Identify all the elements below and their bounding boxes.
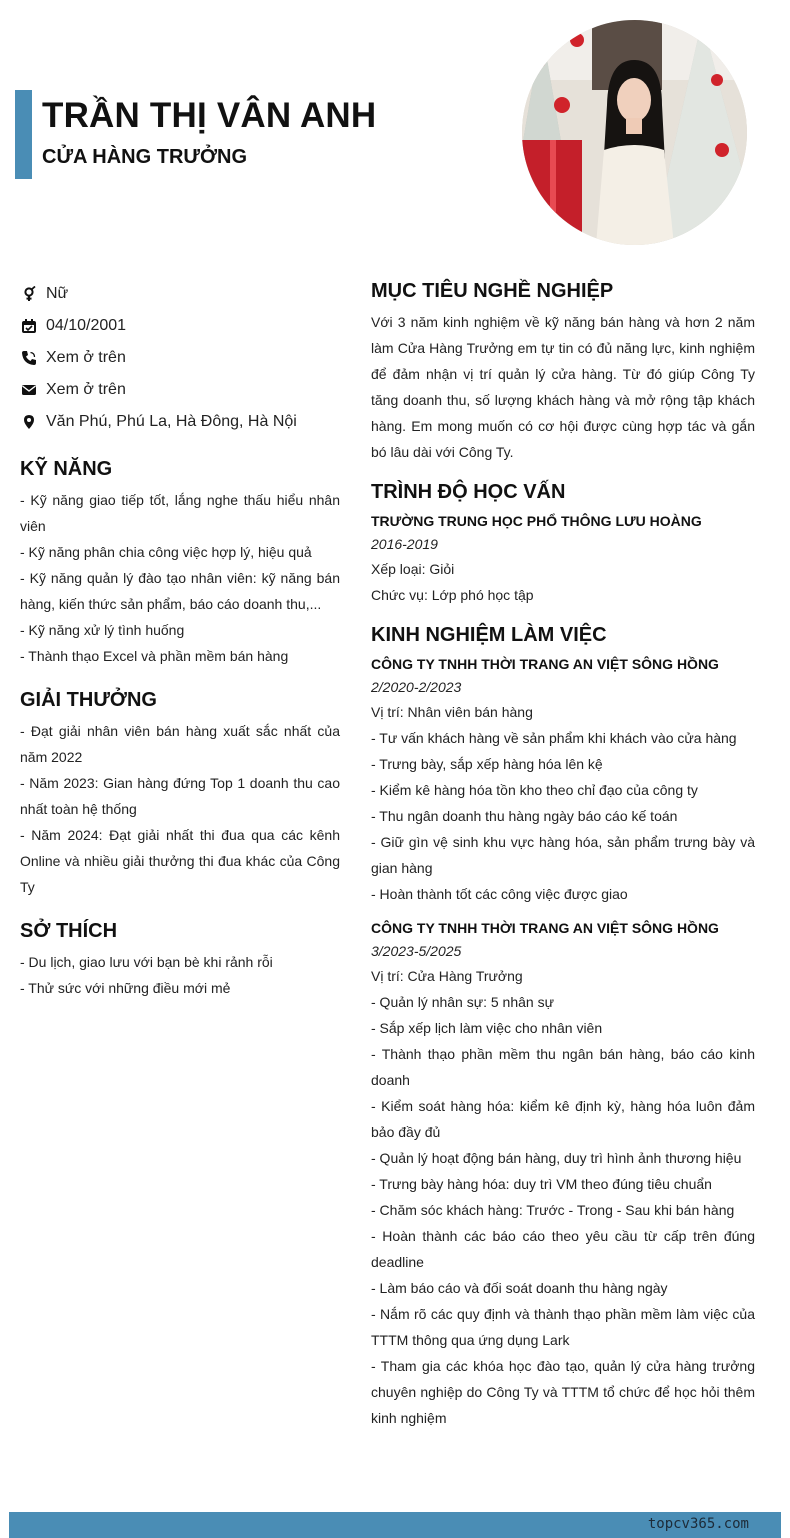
header-accent-bar — [15, 90, 32, 179]
job-line: - Chăm sóc khách hàng: Trước - Trong - Sau khi bán hàng — [371, 1202, 735, 1218]
skills-heading: KỸ NĂNG — [20, 458, 113, 480]
company-name: CÔNG TY TNHH THỜI TRANG AN VIỆT SÔNG HỒNG — [371, 920, 719, 936]
candidate-position: CỬA HÀNG TRƯỞNG — [42, 146, 248, 168]
skills-list — [20, 487, 340, 669]
objective-section — [371, 280, 755, 465]
calendar-icon — [20, 318, 37, 335]
job-line: - Sắp xếp lịch làm việc cho nhân viên — [371, 1020, 603, 1036]
education-period: 2016-2019 — [371, 536, 438, 552]
job-period: 2/2020-2/2023 — [371, 679, 462, 695]
job-entry — [371, 917, 755, 1431]
job-line: - Thu ngân doanh thu hàng ngày báo cáo kế toán — [371, 808, 678, 824]
objective-heading: MỤC TIÊU NGHỀ NGHIỆP — [371, 280, 614, 302]
job-line: - Quản lý nhân sự: 5 nhân sự — [371, 994, 554, 1010]
footer-bar — [9, 1512, 781, 1538]
phone-icon — [20, 350, 37, 367]
job-line: - Làm báo cáo và đối soát doanh thu hàng ngày — [371, 1280, 668, 1296]
job-line: - Nắm rõ các quy định và thành thạo phần mềm làm việc của TTTM thông qua ứng dụng Lark — [371, 1306, 755, 1348]
email-icon — [20, 382, 37, 399]
contact-phone[interactable] — [20, 342, 340, 374]
school-name: TRƯỜNG TRUNG HỌC PHỔ THÔNG LƯU HOÀNG — [371, 513, 702, 529]
job-line: - Thành thạo phần mềm thu ngân bán hàng, báo cáo kinh doanh — [371, 1046, 755, 1088]
award-item: - Năm 2024: Đạt giải nhất thi đua qua các kênh Online và nhiều giải thưởng thi đua khác của Công Ty — [20, 827, 340, 895]
contact-address-value: Văn Phú, Phú La, Hà Đông, Hà Nội — [46, 413, 297, 430]
job-entry — [371, 653, 755, 907]
skill-item: - Thành thạo Excel và phần mềm bán hàng — [20, 648, 289, 664]
skill-item: - Kỹ năng phân chia công việc hợp lý, hiệu quả — [20, 544, 312, 560]
awards-heading: GIẢI THƯỞNG — [20, 689, 157, 711]
experience-heading: KINH NGHIỆM LÀM VIỆC — [371, 624, 607, 646]
education-section — [371, 481, 755, 608]
profile-photo — [522, 20, 747, 245]
education-line: Chức vụ: Lớp phó học tập — [371, 587, 534, 603]
job-line: - Hoàn thành tốt các công việc được giao — [371, 886, 628, 902]
skill-item: - Kỹ năng quản lý đào tạo nhân viên: kỹ năng bán hàng, kiến thức sản phẩm, báo cáo doanh thu,... — [20, 570, 340, 612]
left-column — [20, 278, 340, 1001]
right-column — [371, 280, 755, 1447]
hobby-item: - Du lịch, giao lưu với bạn bè khi rảnh rỗi — [20, 954, 273, 970]
job-line: - Kiểm soát hàng hóa: kiểm kê định kỳ, hàng hóa luôn đảm bảo đầy đủ — [371, 1098, 755, 1140]
job-line: - Trưng bày, sắp xếp hàng hóa lên kệ — [371, 756, 603, 772]
awards-list — [20, 718, 340, 900]
footer-watermark: topcv365.com — [647, 1516, 749, 1532]
contact-gender-value: Nữ — [46, 285, 69, 302]
contact-phone-value: Xem ở trên — [46, 349, 126, 366]
contact-gender — [20, 278, 340, 310]
job-line: - Tham gia các khóa học đào tạo, quản lý cửa hàng trưởng chuyên nghiệp do Công Ty và TTTM tổ chức để học hỏi thêm kinh nghiệm — [371, 1358, 755, 1426]
job-line: - Giữ gìn vệ sinh khu vực hàng hóa, sản phẩm trưng bày và gian hàng — [371, 834, 755, 876]
hobby-item: - Thử sức với những điều mới mẻ — [20, 980, 231, 996]
contact-address — [20, 406, 340, 438]
contact-birthday-value: 04/10/2001 — [46, 317, 127, 334]
experience-section — [371, 624, 755, 1431]
skill-item: - Kỹ năng giao tiếp tốt, lắng nghe thấu hiểu nhân viên — [20, 492, 340, 534]
award-item: - Năm 2023: Gian hàng đứng Top 1 doanh thu cao nhất toàn hệ thống — [20, 775, 340, 817]
candidate-name: TRẦN THỊ VÂN ANH — [42, 96, 377, 135]
job-line: - Hoàn thành các báo cáo theo yêu cầu từ cấp trên đúng deadline — [371, 1228, 755, 1270]
education-line: Xếp loại: Giỏi — [371, 561, 455, 577]
gender-icon — [20, 286, 37, 303]
job-line: - Quản lý hoạt động bán hàng, duy trì hình ảnh thương hiệu — [371, 1150, 742, 1166]
contact-email-value: Xem ở trên — [46, 381, 126, 398]
job-line: - Tư vấn khách hàng về sản phẩm khi khách vào cửa hàng — [371, 730, 737, 746]
location-icon — [20, 414, 37, 431]
job-line: - Kiểm kê hàng hóa tồn kho theo chỉ đạo của công ty — [371, 782, 698, 798]
education-heading: TRÌNH ĐỘ HỌC VẤN — [371, 481, 566, 503]
job-line: Vị trí: Nhân viên bán hàng — [371, 704, 533, 720]
hobbies-heading: SỞ THÍCH — [20, 920, 118, 942]
skill-item: - Kỹ năng xử lý tình huống — [20, 622, 185, 638]
company-name: CÔNG TY TNHH THỜI TRANG AN VIỆT SÔNG HỒNG — [371, 656, 719, 672]
hobbies-list — [20, 949, 340, 1001]
award-item: - Đạt giải nhân viên bán hàng xuất sắc nhất của năm 2022 — [20, 723, 340, 765]
job-period: 3/2023-5/2025 — [371, 943, 462, 959]
job-line: - Trưng bày hàng hóa: duy trì VM theo đúng tiêu chuẩn — [371, 1176, 712, 1192]
job-line: Vị trí: Cửa Hàng Trưởng — [371, 968, 523, 984]
contact-birthday — [20, 310, 340, 342]
contact-email[interactable] — [20, 374, 340, 406]
objective-text: Với 3 năm kinh nghiệm về kỹ năng bán hàng và hơn 2 năm làm Cửa Hàng Trưởng em tự tin có đủ năng lực, kinh nghiệm để đảm nhận vị trí quản lý cửa hàng. Từ đó giúp Công Ty tăng doanh thu, số lượng khách hàng và mở rộng tập khách hàng. Em mong muốn có cơ hội được cùng hợp tác và gắn bó lâu dài với Công Ty. — [371, 314, 755, 460]
